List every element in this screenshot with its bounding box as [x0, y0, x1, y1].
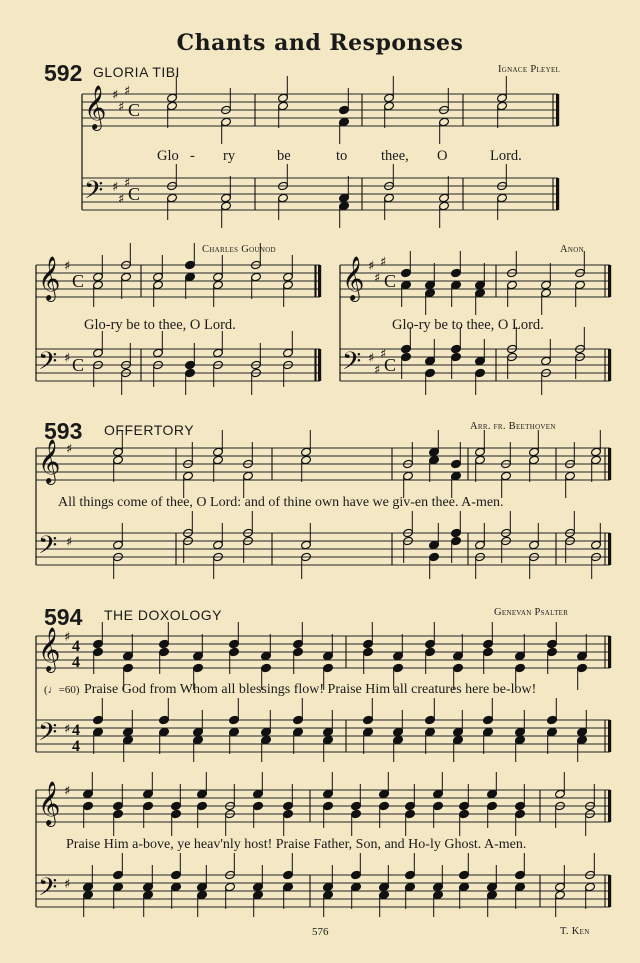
sharp-icon: ♯	[368, 351, 375, 366]
lyric-syllable: be	[277, 148, 291, 164]
time-signature-numerator: 4	[72, 638, 80, 655]
final-bar-line	[608, 448, 611, 480]
lyric-syllable: Lord.	[490, 148, 522, 164]
time-signature-denominator: 4	[72, 738, 80, 755]
hymn-number-592: 592	[44, 60, 83, 86]
final-bar-line	[608, 636, 611, 668]
final-bar-line	[556, 178, 559, 210]
lyric-anon: Glo-ry be to thee, O Lord.	[392, 317, 544, 333]
bass-clef-icon: 𝄢	[38, 873, 58, 908]
hymn-title-gloria-tibi: GLORIA TIBI	[93, 64, 180, 80]
time-signature-denominator: 4	[72, 654, 80, 671]
common-time-icon: C	[384, 355, 397, 375]
lyric-syllable: O	[437, 148, 448, 164]
lyric-syllable: -	[190, 148, 195, 164]
hymn-number-593: 593	[44, 418, 83, 444]
final-bar-line	[318, 265, 321, 297]
common-time-icon: C	[384, 271, 397, 291]
sharp-icon: ♯	[112, 180, 119, 195]
final-bar-line	[608, 790, 611, 822]
treble-clef-icon: 𝄞	[38, 781, 61, 825]
bass-clef-icon: 𝄢	[84, 176, 104, 211]
sharp-icon: ♯	[124, 176, 131, 191]
lyric-syllable: ry	[223, 148, 236, 164]
composer-genevan: Genevan Psalter	[494, 607, 569, 618]
lyric-gounod: Glo-ry be to thee, O Lord.	[84, 317, 236, 333]
final-bar-line	[608, 265, 611, 297]
page-title: Chants and Responses	[176, 30, 464, 56]
common-time-icon: C	[72, 271, 85, 291]
time-signature-numerator: 4	[72, 722, 80, 739]
lyric-syllable: Glo	[157, 148, 179, 164]
final-bar-line	[608, 349, 611, 381]
sharp-icon: ♯	[118, 192, 125, 207]
author-ken: T. Ken	[560, 926, 590, 937]
final-bar-line	[608, 533, 611, 565]
hymn-title-offertory: OFFERTORY	[104, 422, 195, 438]
hymn-number-594: 594	[44, 604, 83, 630]
final-bar-line	[608, 720, 611, 752]
treble-clef-icon: 𝄞	[342, 256, 365, 300]
treble-clef-icon: 𝄞	[84, 85, 107, 129]
sharp-icon: ♯	[66, 442, 73, 457]
common-time-icon: C	[72, 355, 85, 375]
composer-anon: Anon	[560, 244, 584, 255]
sharp-icon: ♯	[64, 877, 71, 892]
composer-pleyel: Ignace Pleyel	[498, 64, 561, 75]
final-bar-line	[318, 349, 321, 381]
common-time-icon: C	[128, 184, 141, 204]
lyric-doxology-1: Praise God from Whom all blessings flow! Praise Him all creatures here be-low!	[84, 682, 537, 697]
bass-clef-icon: 𝄢	[38, 347, 58, 382]
sharp-icon: ♯	[118, 100, 125, 115]
page-number: 576	[312, 926, 329, 938]
sharp-icon: ♯	[64, 784, 71, 799]
sharp-icon: ♯	[112, 88, 119, 103]
sharp-icon: ♯	[374, 363, 381, 378]
lyric-offertory: All things come of thee, O Lord: and of thine own have we giv-en thee. A-men.	[58, 495, 504, 510]
lyric-syllable: to	[336, 148, 348, 164]
bass-clef-icon: 𝄢	[38, 531, 58, 566]
sharp-icon: ♯	[64, 630, 71, 645]
sharp-icon: ♯	[380, 347, 387, 362]
sharp-icon: ♯	[66, 535, 73, 550]
sharp-icon: ♯	[368, 259, 375, 274]
final-bar-line	[608, 875, 611, 907]
bass-clef-icon: 𝄢	[38, 718, 58, 753]
common-time-icon: C	[128, 100, 141, 120]
lyric-syllable: thee,	[381, 148, 409, 164]
hymn-title-doxology: THE DOXOLOGY	[104, 607, 223, 623]
treble-clef-icon: 𝄞	[38, 627, 61, 671]
sharp-icon: ♯	[64, 351, 71, 366]
bass-clef-icon: 𝄢	[342, 347, 362, 382]
sharp-icon: ♯	[64, 259, 71, 274]
sharp-icon: ♯	[64, 722, 71, 737]
sharp-icon: ♯	[380, 255, 387, 270]
tempo-marking: (♩=60)	[44, 684, 80, 696]
final-bar-line	[556, 94, 559, 126]
lyric-doxology-2: Praise Him a-bove, ye heav'nly host! Praise Father, Son, and Ho-ly Ghost. A-men.	[66, 837, 527, 852]
composer-gounod: Charles Gounod	[202, 244, 276, 255]
treble-clef-icon: 𝄞	[38, 439, 61, 483]
treble-clef-icon: 𝄞	[38, 256, 61, 300]
sharp-icon: ♯	[124, 84, 131, 99]
composer-beethoven: Arr. fr. Beethoven	[470, 421, 556, 432]
sharp-icon: ♯	[374, 271, 381, 286]
